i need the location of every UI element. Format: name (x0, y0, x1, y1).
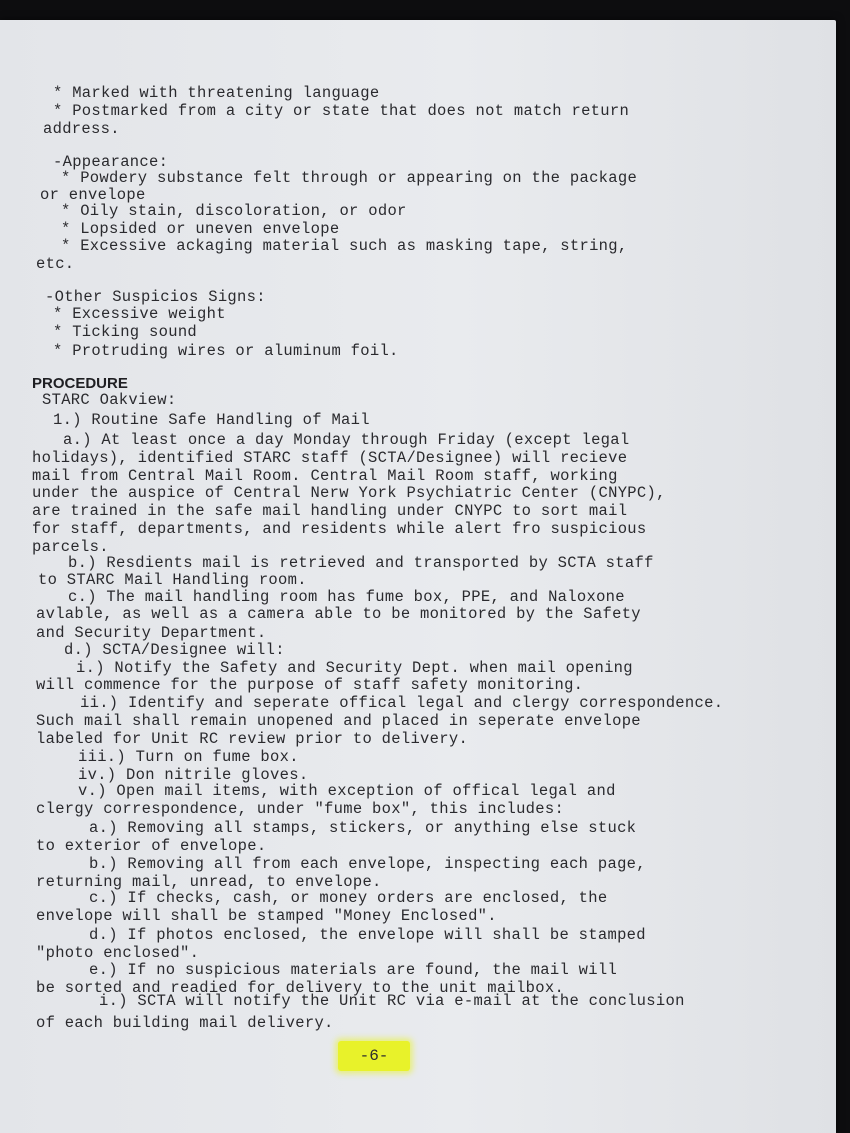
text-line: are trained in the safe mail handling under CNYPC to sort mail (32, 502, 628, 520)
text-line: or envelope (40, 186, 146, 204)
text-line: returning mail, unread, to envelope. (36, 873, 382, 891)
text-line: iv.) Don nitrile gloves. (78, 766, 309, 784)
text-line: * Excessive weight (53, 305, 226, 323)
text-line: for staff, departments, and residents while alert fro suspicious (32, 520, 647, 538)
text-line: to STARC Mail Handling room. (38, 571, 307, 589)
text-line: -Appearance: (53, 153, 169, 171)
text-line: d.) If photos enclosed, the envelope will shall be stamped (89, 926, 646, 944)
text-line: * Marked with threatening language (53, 84, 380, 102)
text-line: b.) Resdients mail is retrieved and transported by SCTA staff (68, 554, 654, 572)
text-line: * Ticking sound (53, 323, 198, 341)
text-line: 1.) Routine Safe Handling of Mail (53, 411, 370, 429)
text-line: address. (43, 120, 120, 138)
text-line: * Excessive ackaging material such as masking tape, string, (61, 237, 628, 255)
text-line: i.) Notify the Safety and Security Dept. when mail opening (76, 659, 633, 677)
text-line: v.) Open mail items, with exception of offical legal and (78, 782, 616, 800)
text-line: * Postmarked from a city or state that does not match return (53, 102, 630, 120)
text-line: * Powdery substance felt through or appearing on the package (61, 169, 638, 187)
text-line: etc. (36, 255, 75, 273)
text-line: ii.) Identify and seperate offical legal and clergy correspondence. (80, 694, 724, 712)
text-line: and Security Department. (36, 624, 267, 642)
text-line: c.) The mail handling room has fume box, PPE, and Naloxone (68, 588, 625, 606)
text-line: * Oily stain, discoloration, or odor (61, 202, 407, 220)
text-line: b.) Removing all from each envelope, inspecting each page, (89, 855, 646, 873)
text-line: clergy correspondence, under "fume box", this includes: (36, 800, 565, 818)
text-line: i.) SCTA will notify the Unit RC via e-mail at the conclusion (99, 992, 685, 1010)
text-line: labeled for Unit RC review prior to delivery. (36, 730, 469, 748)
text-line: envelope will shall be stamped "Money Enclosed". (36, 907, 497, 925)
text-line: c.) If checks, cash, or money orders are enclosed, the (89, 889, 608, 907)
text-line: of each building mail delivery. (36, 1014, 334, 1032)
text-line: * Protruding wires or aluminum foil. (53, 342, 399, 360)
text-line: d.) SCTA/Designee will: (64, 641, 285, 659)
page-number: -6- (338, 1041, 410, 1071)
text-line: -Other Suspicios Signs: (45, 288, 266, 306)
text-line: Such mail shall remain unopened and placed in seperate envelope (36, 712, 641, 730)
text-line: holidays), identified STARC staff (SCTA/Designee) will recieve (32, 449, 628, 467)
text-line: iii.) Turn on fume box. (78, 748, 299, 766)
section-heading: PROCEDURE (32, 375, 128, 392)
text-line: under the auspice of Central Nerw York Psychiatric Center (CNYPC), (32, 484, 666, 502)
text-line: will commence for the purpose of staff safety monitoring. (36, 676, 584, 694)
text-line: "photo enclosed". (36, 944, 200, 962)
text-line: parcels. (32, 538, 109, 556)
text-line: a.) Removing all stamps, stickers, or anything else stuck (89, 819, 637, 837)
text-line: a.) At least once a day Monday through Friday (except legal (63, 431, 630, 449)
text-line: avlable, as well as a camera able to be monitored by the Safety (36, 605, 641, 623)
text-line: * Lopsided or uneven envelope (61, 220, 340, 238)
text-line: STARC Oakview: (42, 391, 177, 409)
text-line: to exterior of envelope. (36, 837, 267, 855)
text-line: e.) If no suspicious materials are found, the mail will (89, 961, 618, 979)
document-page (0, 20, 836, 1133)
text-line: mail from Central Mail Room. Central Mail Room staff, working (32, 467, 618, 485)
text-line: be sorted and readied for delivery to the unit mailbox. (36, 979, 565, 997)
